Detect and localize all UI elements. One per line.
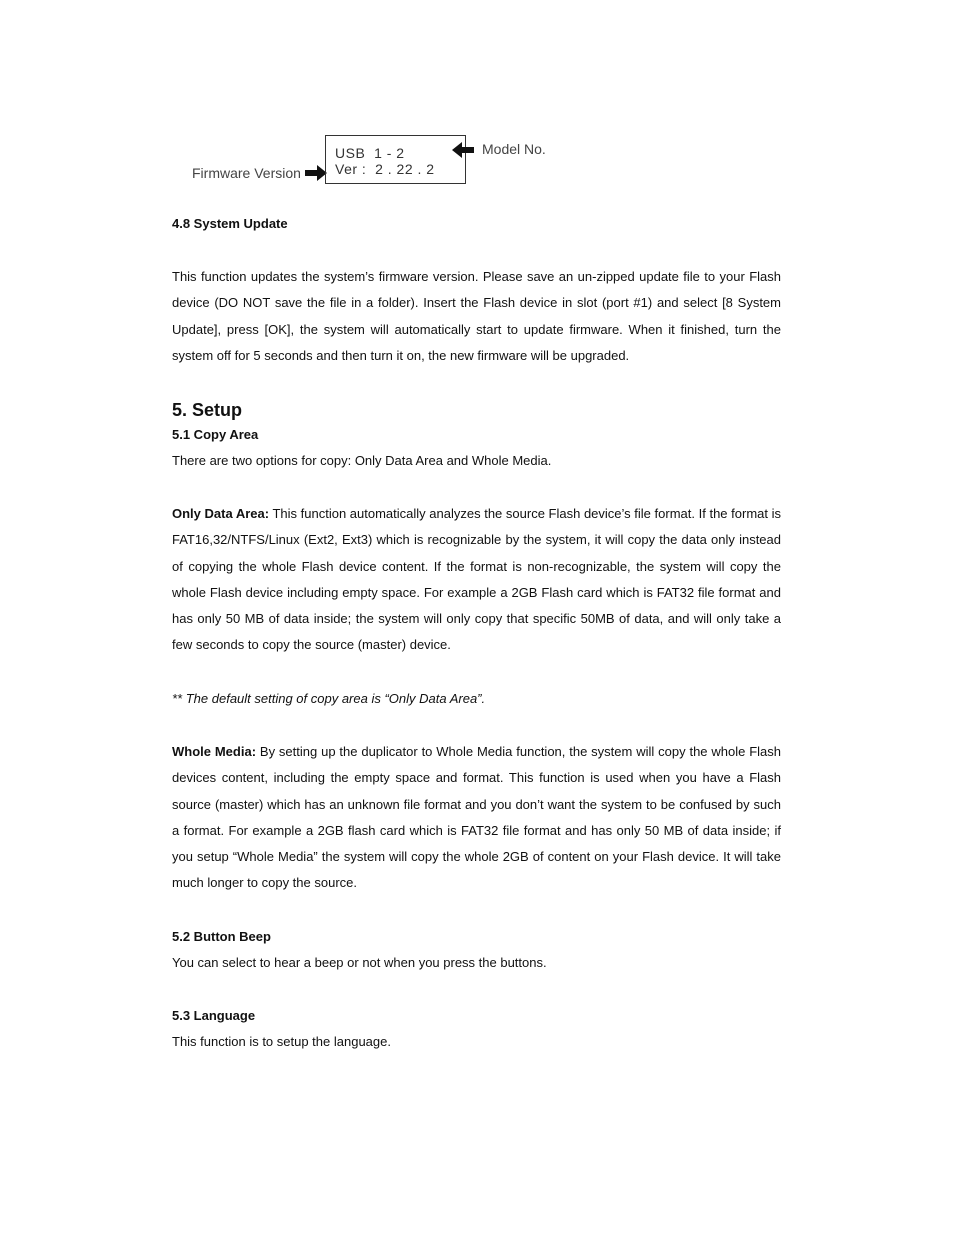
only-data-area-paragraph [172, 501, 781, 659]
lcd-model-line: USB 1 - 2 [335, 145, 405, 161]
only-data-area-text: This function automatically analyzes the source Flash device’s file format. If the format is FAT16,32/NTFS/Linux (Ext2, Ext3) which is recognizable by the system, it will copy the data only instead of copying the whole Flash device content. If the format is non-recognizable, the system will copy the whole Flash device including empty space. For example a 2GB Flash card which is FAT32 file format and has only 50 MB of data inside; the system will only copy that specific 50MB of data, and will only take a few seconds to copy the source (master) device. [172, 506, 781, 653]
firmware-version-label: Firmware Version [192, 165, 301, 181]
section-heading-4-8: 4.8 System Update [172, 216, 288, 231]
lcd-version-line: Ver : 2 . 22 . 2 [335, 161, 435, 177]
lcd-display [325, 135, 466, 184]
whole-media-paragraph [172, 739, 781, 897]
section-heading-5-3: 5.3 Language [172, 1008, 256, 1023]
firmware-display-figure [0, 0, 954, 200]
section-heading-5-1: 5.1 Copy Area [172, 427, 259, 442]
arrow-left-icon [452, 142, 474, 158]
language-paragraph: This function is to setup the language. [172, 1034, 391, 1049]
whole-media-term: Whole Media: [172, 744, 257, 759]
default-setting-note: ** The default setting of copy area is “Only Data Area”. [172, 691, 486, 706]
only-data-area-term: Only Data Area: [172, 506, 270, 521]
system-update-paragraph: This function updates the system’s firmware version. Please save an un-zipped update file to your Flash device (DO NOT save the file in a folder). Insert the Flash device in slot (port #1) and select [8 System Update], press [OK], the system will automatically start to update firmware. When it finished, turn the system off for 5 seconds and then turn it on, the new firmware will be upgraded. [172, 269, 781, 363]
button-beep-paragraph: You can select to hear a beep or not when you press the buttons. [172, 955, 547, 970]
copy-area-intro: There are two options for copy: Only Data Area and Whole Media. [172, 453, 552, 468]
section-heading-5: 5. Setup [172, 400, 243, 420]
whole-media-text: By setting up the duplicator to Whole Media function, the system will copy the whole Flash devices content, including the empty space and format. This function is used when you have a Flash source (master) which has an unknown file format and you don’t want the system to be confused by such a format. For example a 2GB flash card which is FAT32 file format and has only 50 MB of data inside; if you setup “Whole Media” the system will copy the whole 2GB of content on your Flash device. It will take much longer to copy the source. [172, 744, 782, 891]
model-no-label: Model No. [482, 141, 546, 157]
section-heading-5-2: 5.2 Button Beep [172, 929, 271, 944]
arrow-right-icon [305, 165, 327, 181]
